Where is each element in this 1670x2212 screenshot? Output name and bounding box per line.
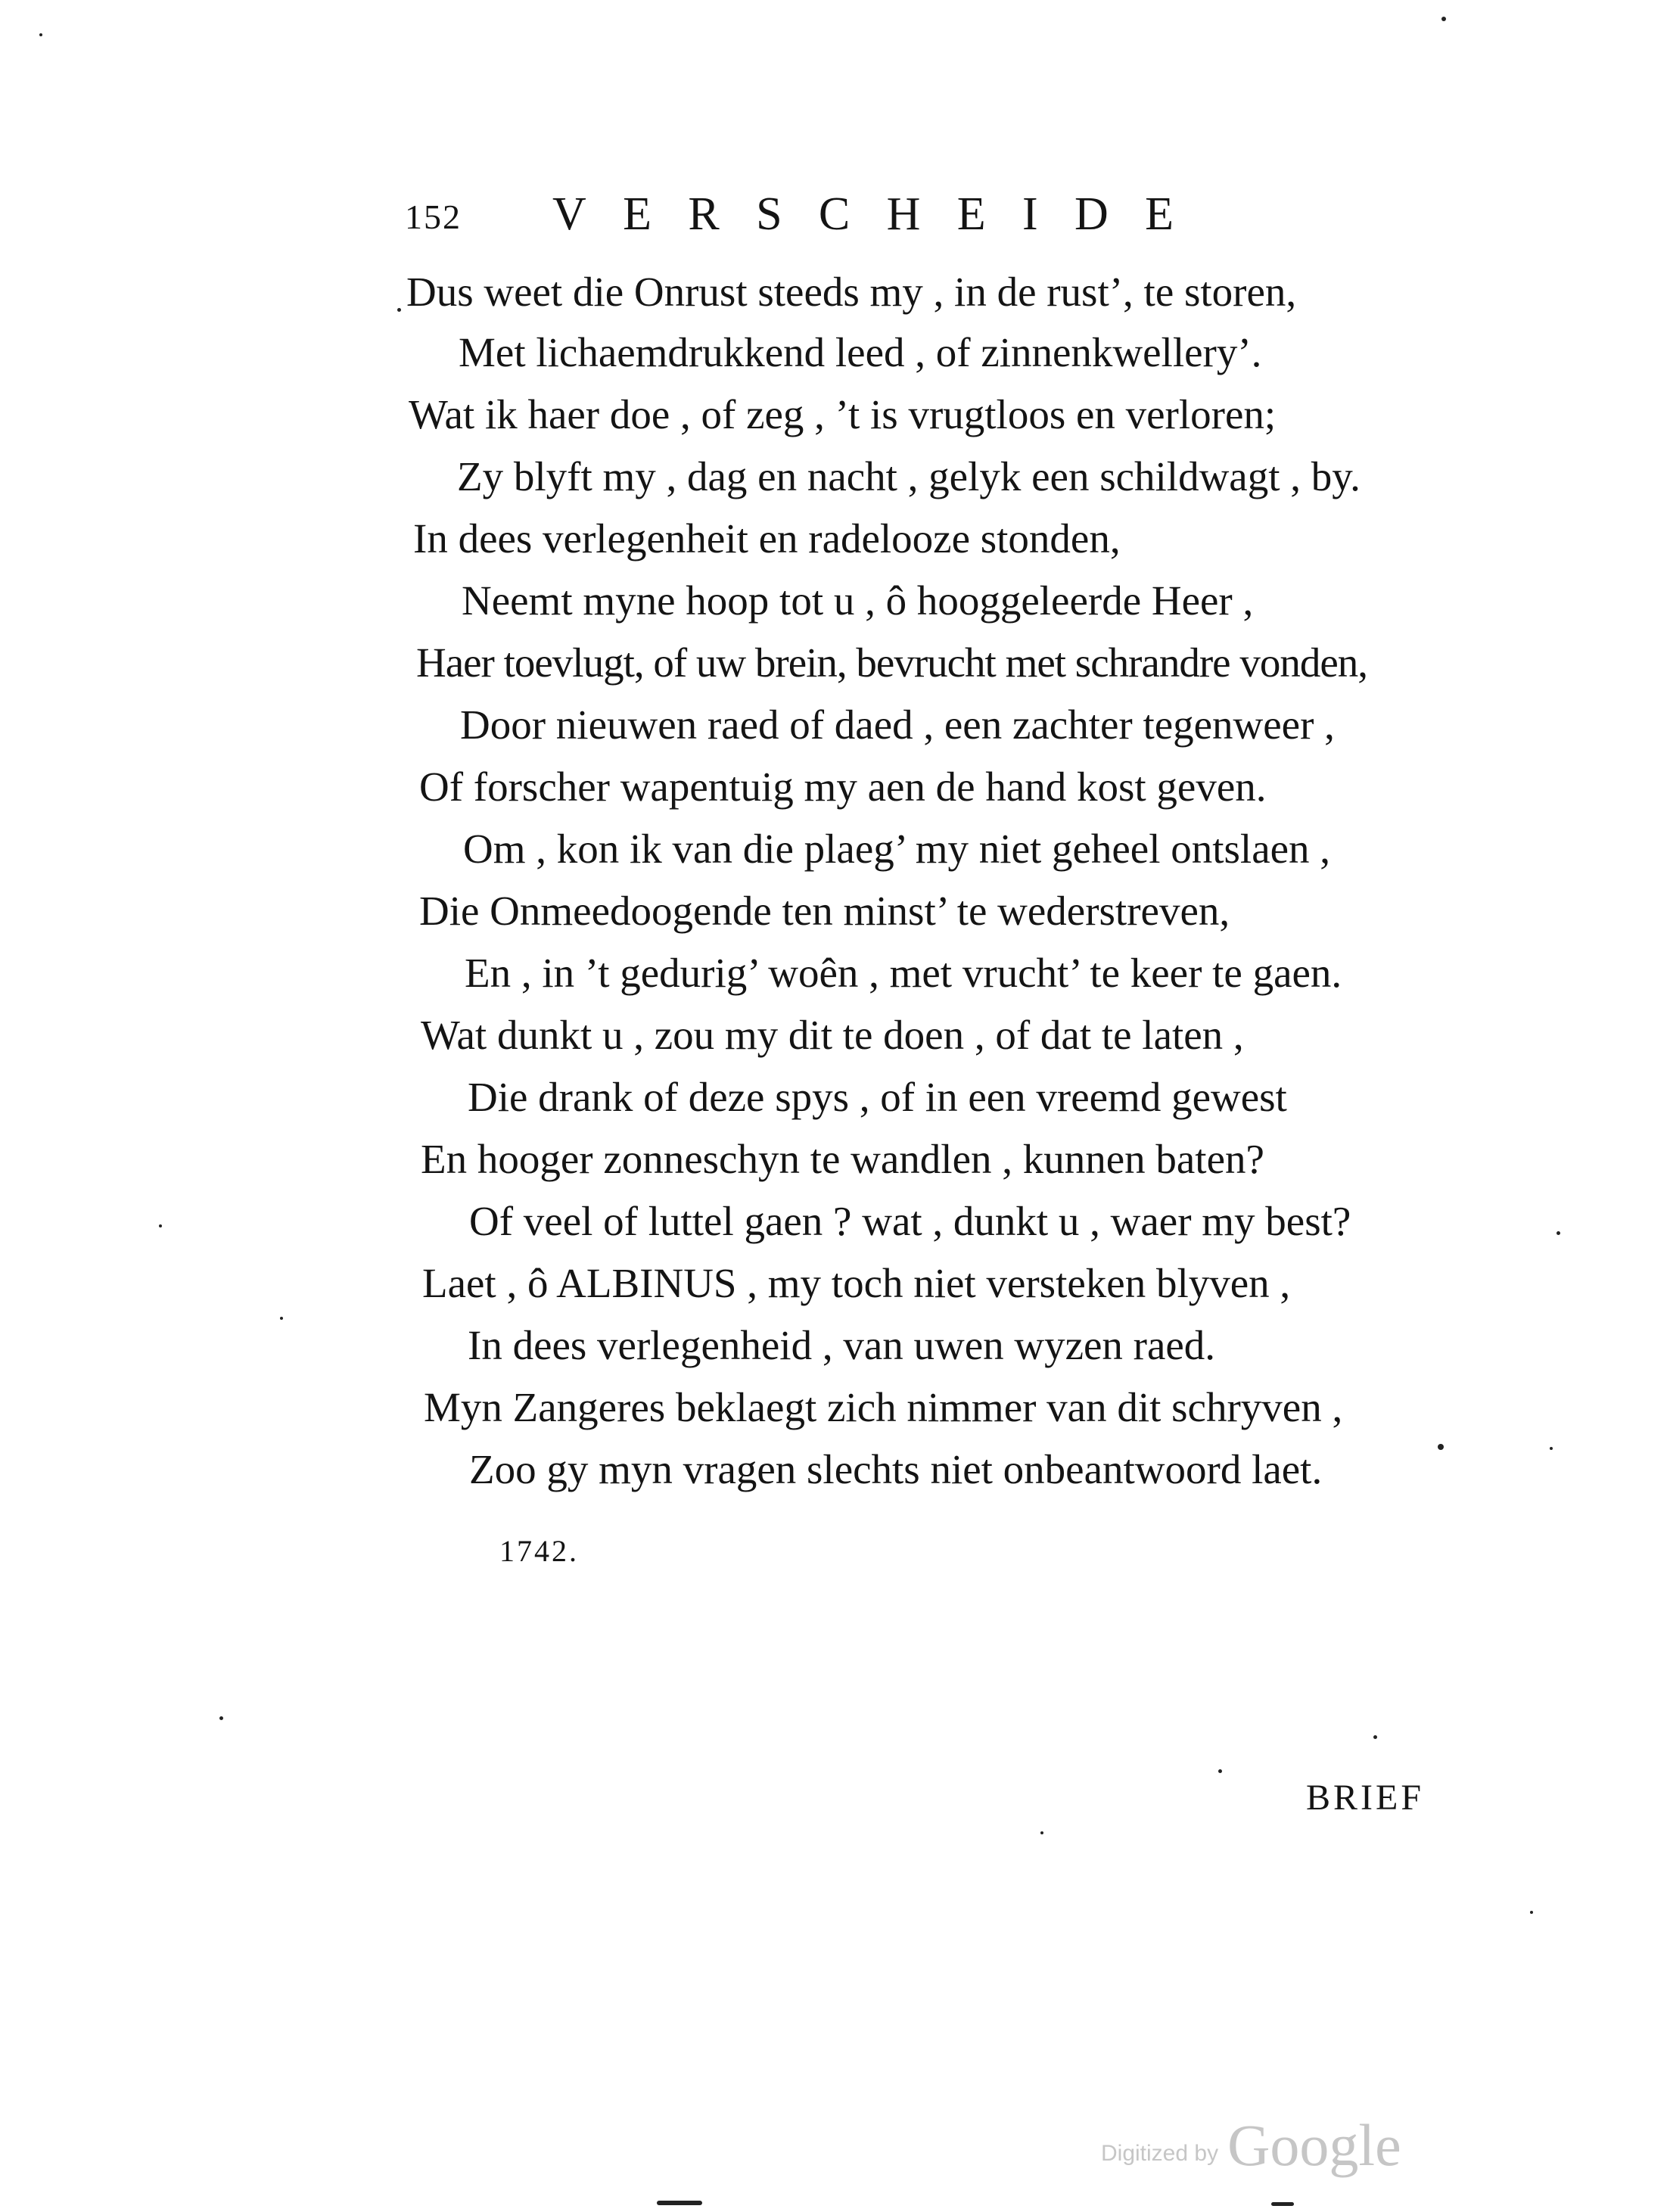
poem-line: Laet , ô ALBINUS , my toch niet versteken blyven , bbox=[422, 1260, 1291, 1306]
scan-speck bbox=[1271, 2202, 1294, 2206]
scan-speck bbox=[1556, 1231, 1560, 1235]
poem-date: 1742. bbox=[499, 1534, 579, 1568]
poem-line: In dees verlegenheit en radelooze stonden, bbox=[413, 515, 1121, 562]
scan-speck bbox=[657, 2201, 702, 2205]
scan-speck bbox=[39, 33, 42, 36]
poem-line: Zy blyft my , dag en nacht , gelyk een schildwagt , by. bbox=[457, 453, 1361, 499]
poem-line: En hooger zonneschyn te wandlen , kunnen baten? bbox=[421, 1136, 1264, 1182]
watermark-prefix: Digitized by bbox=[1101, 2141, 1219, 2166]
poem-line: Myn Zangeres beklaegt zich nimmer van dit schryven , bbox=[424, 1384, 1343, 1430]
scan-speck bbox=[159, 1224, 162, 1227]
poem-line: Door nieuwen raed of daed , een zachter tegenweer , bbox=[460, 702, 1335, 748]
scan-speck bbox=[1441, 17, 1446, 21]
watermark-brand: Google bbox=[1227, 2112, 1401, 2178]
poem-line: Om , kon ik van die plaeg’ my niet geheel ontslaen , bbox=[463, 826, 1331, 872]
scan-speck bbox=[219, 1716, 223, 1720]
running-title: VERSCHEIDE bbox=[552, 188, 1211, 240]
poem-line: Of veel of luttel gaen ? wat , dunkt u , waer my best? bbox=[469, 1198, 1351, 1244]
poem-line: Met lichaemdrukkend leed , of zinnenkwellery’. bbox=[459, 329, 1262, 375]
poem-line: Wat ik haer doe , of zeg , ’t is vrugtloos en verloren; bbox=[409, 391, 1277, 437]
poem-line: Die Onmeedoogende ten minst’ te wederstreven, bbox=[419, 888, 1230, 934]
page-number: 152 bbox=[405, 198, 462, 236]
page-header bbox=[405, 188, 1389, 248]
poem-line: Wat dunkt u , zou my dit te doen , of dat te laten , bbox=[421, 1012, 1244, 1058]
poem-line: Zoo gy myn vragen slechts niet onbeantwoord laet. bbox=[469, 1446, 1323, 1492]
poem-line: Neemt myne hoop tot u , ô hooggeleerde Heer , bbox=[462, 577, 1254, 624]
poem-line: Haer toevlugt, of uw brein, bevrucht met schrandre vonden, bbox=[416, 639, 1367, 686]
poem-line: Of forscher wapentuig my aen de hand kost geven. bbox=[419, 764, 1267, 810]
scan-speck bbox=[280, 1317, 283, 1320]
digitization-watermark bbox=[1101, 2111, 1401, 2179]
scan-speck bbox=[1438, 1444, 1444, 1450]
scan-speck bbox=[1040, 1831, 1043, 1834]
scan-speck bbox=[1218, 1769, 1222, 1773]
scan-speck bbox=[1550, 1447, 1553, 1450]
catchword: BRIEF bbox=[1306, 1778, 1425, 1818]
scan-speck bbox=[1373, 1735, 1377, 1739]
poem-line: En , in ’t gedurig’ woên , met vrucht’ te keer te gaen. bbox=[465, 950, 1342, 996]
poem-line: In dees verlegenheid , van uwen wyzen raed. bbox=[468, 1322, 1216, 1368]
scan-speck bbox=[397, 308, 401, 312]
poem-line: Dus weet die Onrust steeds my , in de rust’, te storen, bbox=[406, 269, 1297, 315]
poem-line: Die drank of deze spys , of in een vreemd gewest bbox=[468, 1074, 1287, 1120]
scan-speck bbox=[1530, 1911, 1533, 1914]
